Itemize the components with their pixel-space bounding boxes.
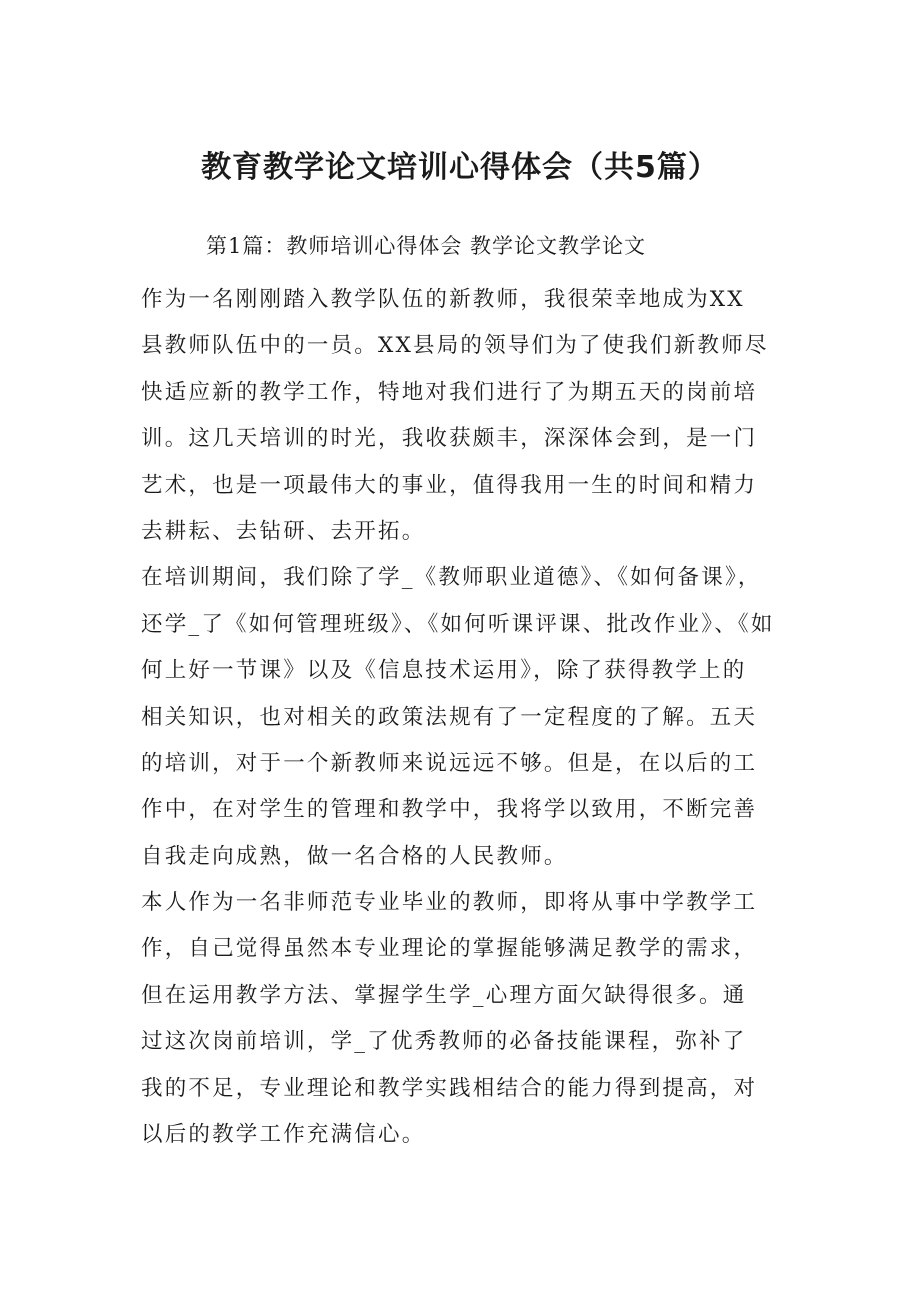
- text-line: 艺术，也是一项最伟大的事业，值得我用一生的时间和精力: [141, 472, 758, 498]
- text-line: 的培训，对于一个新教师来说远远不够。但是，在以后的工: [141, 750, 758, 776]
- text-line: 以后的教学工作充满信心。: [141, 1122, 426, 1148]
- text-line: 过这次岗前培训，学_了优秀教师的必备技能课程，弥补了: [141, 1029, 747, 1055]
- paragraph-3: [141, 880, 801, 1158]
- text-line: 作为一名刚刚踏入教学队伍的新教师，我很荣幸地成为XX: [141, 287, 745, 312]
- document-body: [141, 277, 801, 1158]
- text-line: 在培训期间，我们除了学_《教师职业道德》、《如何备课》，: [141, 565, 762, 591]
- text-line: 作中，在对学生的管理和教学中，我将学以致用，不断完善: [141, 797, 758, 823]
- text-line: 作，自己觉得虽然本专业理论的掌握能够满足教学的需求，: [141, 936, 758, 962]
- text-line: 何上好一节课》以及《信息技术运用》，除了获得教学上的: [141, 658, 747, 684]
- text-line: 还学_了《如何管理班级》、《如何听课评课、批改作业》、《如: [141, 611, 775, 637]
- text-line: 去耕耘、去钻研、去开拓。: [141, 518, 426, 544]
- paragraph-1: [141, 277, 801, 555]
- text-line: 快适应新的教学工作，特地对我们进行了为期五天的岗前培: [141, 379, 758, 405]
- paragraph-2: [141, 555, 801, 880]
- text-line: 我的不足，专业理论和教学实践相结合的能力得到提高，对: [141, 1075, 758, 1101]
- text-line: 但在运用教学方法、掌握学生学_心理方面欠缺得很多。通: [141, 982, 747, 1008]
- document-title: 教育教学论文培训心得体会（共5篇）: [201, 150, 719, 185]
- section-subtitle: 第1篇：教师培训心得体会 教学论文教学论文: [206, 234, 647, 258]
- text-line: 相关知识，也对相关的政策法规有了一定程度的了解。五天: [141, 704, 758, 730]
- text-line: 自我走向成熟，做一名合格的人民教师。: [141, 843, 568, 869]
- text-line: 训。这几天培训的时光，我收获颇丰，深深体会到，是一门: [141, 426, 758, 452]
- text-line: 县教师队伍中的一员。XX县局的领导们为了使我们新教师尽: [141, 333, 769, 359]
- text-line: 本人作为一名非师范专业毕业的教师，即将从事中学教学工: [141, 890, 758, 916]
